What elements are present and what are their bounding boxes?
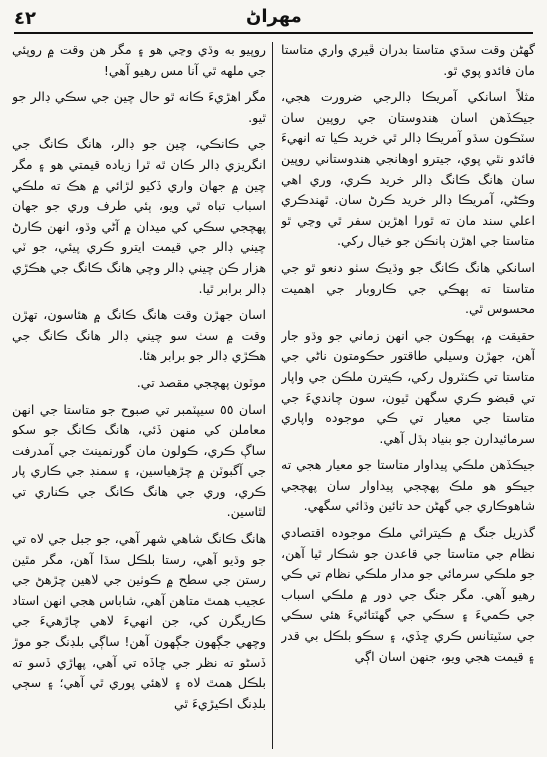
- right-column: [281, 40, 535, 747]
- journal-title: مهراڻ: [246, 6, 302, 27]
- paragraph: گذريل جنگ ۾ ڪيترائي ملڪ موجوده اقتصادي نظام جي متاستا جي قاعدن جو شڪار ٿيا آهن، جو ملڪي سرمائي جو مدار ملڪي نظام تي ڪي رهيو آهي. مگر جنگ جي دور ۾ ملڪي اسباب جي ڪميءَ ۽ سڪي جي گهٽتائيءَ هئي سڪي جي سٽيتانس ڪري ڇڏي، ۽ سڪو بلڪل بي قدر ۽ قيمت هجي ويو، جنهن اسان اڳي: [281, 525, 535, 664]
- paragraph: مثلاً اسانکي آمريڪا ڊالرجي ضرورت هجي، جيڪڏهن اسان هندوستان جي روپين سان سٽڪون سڌو آمريڪا ڊالر ٿي خريد ڪيا ته انهيءَ فائدو نٿي پوي، جيترو اوهانجي هندوستاني روپين سان هانگ ڪانگ ڊالر خريد ڪري، وري اهي وڪڻي، آمريڪا ڊالر خريد ڪرڻ سان. ٿهندڪري اعلي سند مان ته ٿورا اهڙين سفر ٿي وڃي ٿو متاستا جي اهڙن ٻانڪن جو خيال رکي.: [281, 89, 535, 249]
- left-column: [12, 40, 266, 747]
- paragraph: جيڪڏهن ملڪي پيداوار متاستا جو معيار هجي ته جيڪو هو ملڪ پهچجي پيداوار سان پهچجي شاهوڪاري جي گهڻن حد تائين وڌائي سگهي.: [281, 457, 535, 514]
- paragraph: اسانکي هانگ ڪانگ جو وڌيڪ سٺو دنعو ٿو جي متاستا ته ٻهڪي جي ڪاروبار جي اهميت محسوس ٿي.: [281, 259, 535, 317]
- paragraph: جي ڪانڪي، چين جو ڊالر، هانگ ڪانگ جي انگريزي ڊالر ڪان ٿه ٿرا زياده قيمتي هو ۽ مگر چين ۾ جهان واري ڏکيو لڙائي ۾ هڪ ته ملڪي اسباب تباه ٿي ويو، ٻئي طرف وري جو جهان پهچجي سڪي کي ميدان ۾ آڻي وڌو، انهن ڪارڻ چيني ڊالر جي قيمت ايترو ڪري پيئي، جو ٽي هزار ڪن چيني ڊالر وچي هانگ ڪانگ جي هڪڙي ڊالر برابر ٿيا.: [12, 136, 266, 296]
- paragraph: حقيقت ۾، ٻهڪون جي انهن زماني جو وڌو جار آهن، جهڙن وسيلي طاقتور حڪومتون ناڻي جي متاستا تي ڪنٽرول رکي، ڪيترن ملڪن جي واپار تي قبضو ڪري سگهن ٿيون، سون چانديءَ جي متاستا جي معيار تي ڪي موجوده واپاري سرمائيدارن جو بنياد ٻڌل آهي.: [281, 327, 535, 446]
- paragraph: اسان جهڙن وقت هانگ ڪانگ ۾ هئاسون، تهڙن وقت ۾ سٺ سو چيني ڊالر هانگ ڪانگ جي هڪڙي ڊالر جو برابر هئا.: [12, 307, 266, 364]
- page-header: [14, 6, 533, 34]
- paragraph: گهڻن وقت سڌي متاستا بدران ڦيري واري متاستا مان فائدو پوي ٿو.: [281, 42, 535, 78]
- page-number: ٤٢: [14, 8, 36, 29]
- paragraph: هانگ ڪانگ شاهي شهر آهي، جو جبل جي لاه تي جو وڌيو آهي، رستا بلڪل سڌا آهن، مگر مٿين رستن جي سطح ۾ ڪوٺين جي لاهين چڙهڻ جي عجيب همٿ متاهن آهي، شاباس هجي انهن استاد ڪاريگرن کي، جن انهيءَ لاهي چاڙهيءَ جي وچهي جڳهون جڳهون آهن! ساڳي بلڊنگ جو موڙ ڏسڻو ته نظر جي ڇاڏه تي آهي، پهاڙي ڏسو ته بلڪل همٿ لاه ۽ لاهئي پوري ٿي آهي؛ ۽ سڄي بلڊنگ اڪيڙيءَ ٿي: [12, 531, 266, 711]
- paragraph: مگر اهڙيءَ ڪانه ٿو حال چين جي سڪي ڊالر جو ٿيو.: [12, 89, 266, 125]
- paragraph: موٽون پهچجي مقصد تي.: [136, 374, 266, 390]
- paragraph: اسان ٥٥ سيپٽمبر تي صبوح جو متاستا جي انهن معاملن کي منهن ڏئي، هانگ ڪانگ جو سکو ساڳ ڪري، ڪولون مان گورنمينٽ جي آمدرفت جي آگبوٽن ۾ چڙهياسين، ۽ سمنڊ جي ڪاري پار ڪري، وري جي هانگ ڪانگ جي ڪناري تي لٿاسين.: [12, 401, 266, 520]
- column-divider: [272, 42, 273, 749]
- paragraph: روپيو به وڌي وڃي هو ۽ مگر هن وقت ۾ روپئي جي ملهه ٿي آنا مس رهيو آهي!: [12, 42, 266, 78]
